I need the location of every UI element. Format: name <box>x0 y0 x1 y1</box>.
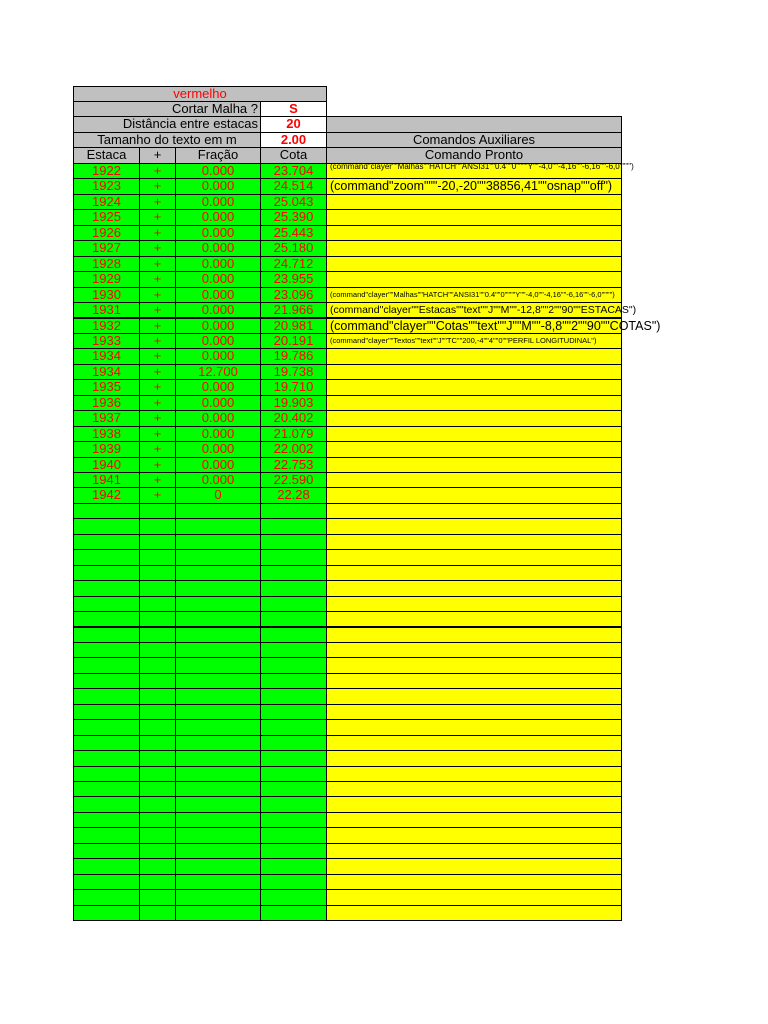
cell-fracao[interactable]: 0.000 <box>175 287 261 303</box>
cell-cota[interactable]: 25.443 <box>260 225 327 241</box>
cell-command[interactable] <box>326 611 622 627</box>
cell-command[interactable] <box>326 688 622 704</box>
cell-command[interactable] <box>326 256 622 272</box>
cell-estaca[interactable]: 1933 <box>73 333 140 349</box>
cell-estaca[interactable] <box>73 657 140 673</box>
cell-estaca[interactable]: 1925 <box>73 209 140 225</box>
cell-command[interactable] <box>326 457 622 473</box>
cell-fracao[interactable] <box>175 719 261 735</box>
cell-plus[interactable]: + <box>139 163 176 179</box>
cell-fracao[interactable] <box>175 766 261 782</box>
cell-plus[interactable] <box>139 688 176 704</box>
cell-fracao[interactable] <box>175 565 261 581</box>
cell-cota[interactable]: 21.966 <box>260 302 327 318</box>
cell-cota[interactable] <box>260 827 327 843</box>
cell-fracao[interactable] <box>175 657 261 673</box>
cell-command[interactable] <box>326 565 622 581</box>
cell-estaca[interactable] <box>73 627 140 643</box>
cell-command[interactable] <box>326 874 622 890</box>
cell-cota[interactable]: 25.180 <box>260 240 327 256</box>
cell-fracao[interactable] <box>175 596 261 612</box>
cell-command[interactable] <box>326 889 622 905</box>
cell-command[interactable] <box>326 487 622 503</box>
cell-plus[interactable]: + <box>139 426 176 442</box>
cell-command[interactable] <box>326 503 622 519</box>
cell-cota[interactable] <box>260 611 327 627</box>
cell-cota[interactable] <box>260 549 327 565</box>
cell-cota[interactable] <box>260 796 327 812</box>
cell-estaca[interactable]: 1940 <box>73 457 140 473</box>
cell-command[interactable] <box>326 812 622 828</box>
cell-cota[interactable]: 19.786 <box>260 348 327 364</box>
distancia-label: Distância entre estacas <box>73 116 261 133</box>
cell-fracao[interactable] <box>175 503 261 519</box>
cell-estaca[interactable]: 1937 <box>73 410 140 426</box>
cell-fracao[interactable]: 0.000 <box>175 457 261 473</box>
cell-command[interactable] <box>326 766 622 782</box>
cell-command[interactable] <box>326 441 622 457</box>
cell-estaca[interactable]: 1935 <box>73 379 140 395</box>
cell-cota[interactable]: 22.002 <box>260 441 327 457</box>
cell-estaca[interactable] <box>73 596 140 612</box>
cell-fracao[interactable] <box>175 534 261 550</box>
distancia-value[interactable]: 20 <box>260 116 327 133</box>
cell-fracao[interactable]: 0.000 <box>175 256 261 272</box>
cell-estaca[interactable]: 1942 <box>73 487 140 503</box>
cell-plus[interactable]: + <box>139 256 176 272</box>
cell-estaca[interactable]: 1930 <box>73 287 140 303</box>
cell-command[interactable]: (command"clayer""Malhas""HATCH""ANSI31""0.4""0""""Y""-4,0""-4,16""-6,16""-6,0"""") <box>326 163 622 179</box>
cell-fracao[interactable] <box>175 642 261 658</box>
cell-plus[interactable] <box>139 827 176 843</box>
cell-fracao[interactable]: 0.000 <box>175 302 261 318</box>
cell-cota[interactable] <box>260 688 327 704</box>
cell-estaca[interactable] <box>73 858 140 874</box>
cell-plus[interactable] <box>139 657 176 673</box>
cell-fracao[interactable] <box>175 796 261 812</box>
header-estaca: Estaca <box>73 147 140 164</box>
cell-cota[interactable] <box>260 534 327 550</box>
cell-plus[interactable]: + <box>139 209 176 225</box>
cortar-malha-label: Cortar Malha ? <box>73 101 261 117</box>
tamanho-value[interactable]: 2.00 <box>260 132 327 148</box>
cell-fracao[interactable]: 0 <box>175 487 261 503</box>
cell-plus[interactable]: + <box>139 318 176 334</box>
cell-plus[interactable]: + <box>139 472 176 488</box>
cell-fracao[interactable] <box>175 673 261 689</box>
cell-fracao[interactable]: 0.000 <box>175 410 261 426</box>
cell-estaca[interactable]: 1938 <box>73 426 140 442</box>
cell-fracao[interactable]: 0.000 <box>175 225 261 241</box>
cell-estaca[interactable] <box>73 704 140 720</box>
cell-command[interactable] <box>326 843 622 859</box>
cell-fracao[interactable] <box>175 781 261 797</box>
cell-plus[interactable]: + <box>139 240 176 256</box>
cell-estaca[interactable]: 1931 <box>73 302 140 318</box>
cell-estaca[interactable]: 1941 <box>73 472 140 488</box>
cell-plus[interactable] <box>139 735 176 751</box>
header-plus: + <box>139 147 176 164</box>
cell-command[interactable] <box>326 796 622 812</box>
cell-command[interactable] <box>326 704 622 720</box>
cell-command[interactable]: (command"clayer""Cotas""text""J""M""-8,8""2""90""COTAS") <box>326 318 622 334</box>
cell-cota[interactable] <box>260 503 327 519</box>
cell-plus[interactable] <box>139 843 176 859</box>
cell-command[interactable] <box>326 348 622 364</box>
cell-estaca[interactable]: 1927 <box>73 240 140 256</box>
cell-cota[interactable]: 19.738 <box>260 364 327 380</box>
cell-command[interactable] <box>326 364 622 380</box>
cell-command[interactable] <box>326 271 622 287</box>
cell-estaca[interactable] <box>73 688 140 704</box>
cell-estaca[interactable] <box>73 812 140 828</box>
cell-fracao[interactable] <box>175 812 261 828</box>
cell-plus[interactable] <box>139 905 176 921</box>
cell-plus[interactable] <box>139 673 176 689</box>
cell-cota[interactable] <box>260 704 327 720</box>
cell-command[interactable] <box>326 426 622 442</box>
header-cota: Cota <box>260 147 327 164</box>
cell-plus[interactable]: + <box>139 457 176 473</box>
cell-fracao[interactable] <box>175 750 261 766</box>
cell-command[interactable] <box>326 225 622 241</box>
cell-command[interactable] <box>326 240 622 256</box>
cell-plus[interactable]: + <box>139 410 176 426</box>
cell-estaca[interactable]: 1936 <box>73 395 140 411</box>
cell-estaca[interactable] <box>73 611 140 627</box>
cell-estaca[interactable]: 1934 <box>73 364 140 380</box>
cell-fracao[interactable]: 0.000 <box>175 426 261 442</box>
cell-command[interactable] <box>326 735 622 751</box>
cell-cota[interactable] <box>260 812 327 828</box>
cell-cota[interactable] <box>260 518 327 534</box>
cell-estaca[interactable] <box>73 781 140 797</box>
cell-fracao[interactable]: 0.000 <box>175 379 261 395</box>
cell-cota[interactable] <box>260 673 327 689</box>
cell-command[interactable] <box>326 395 622 411</box>
cell-cota[interactable]: 19.710 <box>260 379 327 395</box>
cell-fracao[interactable]: 0.000 <box>175 472 261 488</box>
cell-fracao[interactable] <box>175 905 261 921</box>
cell-plus[interactable]: + <box>139 271 176 287</box>
cell-fracao[interactable]: 0.000 <box>175 441 261 457</box>
cell-cota[interactable]: 25.390 <box>260 209 327 225</box>
cell-estaca[interactable] <box>73 766 140 782</box>
comandos-auxiliares-header: Comandos Auxiliares <box>326 132 622 148</box>
cell-plus[interactable] <box>139 750 176 766</box>
cell-plus[interactable] <box>139 781 176 797</box>
cell-fracao[interactable] <box>175 827 261 843</box>
cell-estaca[interactable]: 1928 <box>73 256 140 272</box>
cell-fracao[interactable] <box>175 580 261 596</box>
cell-command[interactable] <box>326 781 622 797</box>
cell-plus[interactable]: + <box>139 364 176 380</box>
cell-estaca[interactable] <box>73 889 140 905</box>
cell-command[interactable]: (command"clayer""Estacas""text""J""M""-12,8""2""90""ESTACAS") <box>326 302 622 318</box>
cell-plus[interactable] <box>139 534 176 550</box>
cell-estaca[interactable] <box>73 719 140 735</box>
cell-cota[interactable]: 20.191 <box>260 333 327 349</box>
aux-top-cell <box>326 116 622 133</box>
cell-plus[interactable] <box>139 627 176 643</box>
cell-cota[interactable]: 20.402 <box>260 410 327 426</box>
cell-command[interactable] <box>326 673 622 689</box>
cell-cota[interactable] <box>260 843 327 859</box>
cell-fracao[interactable]: 0.000 <box>175 348 261 364</box>
cell-estaca[interactable] <box>73 843 140 859</box>
cell-command[interactable] <box>326 410 622 426</box>
cell-fracao[interactable]: 0.000 <box>175 194 261 210</box>
cell-cota[interactable]: 19.903 <box>260 395 327 411</box>
cell-command[interactable] <box>326 209 622 225</box>
cell-plus[interactable]: + <box>139 395 176 411</box>
cell-cota[interactable]: 25.043 <box>260 194 327 210</box>
cell-cota[interactable]: 23.096 <box>260 287 327 303</box>
cell-command[interactable] <box>326 858 622 874</box>
cell-plus[interactable] <box>139 766 176 782</box>
cell-plus[interactable] <box>139 874 176 890</box>
cortar-malha-value[interactable]: S <box>260 101 327 117</box>
cell-estaca[interactable] <box>73 735 140 751</box>
cell-estaca[interactable] <box>73 503 140 519</box>
cell-fracao[interactable] <box>175 549 261 565</box>
cell-plus[interactable] <box>139 719 176 735</box>
cell-command[interactable] <box>326 379 622 395</box>
cell-estaca[interactable]: 1923 <box>73 178 140 194</box>
cell-fracao[interactable] <box>175 688 261 704</box>
cell-estaca[interactable]: 1932 <box>73 318 140 334</box>
cell-command[interactable]: (command"clayer""Malhas""HATCH""ANSI31""0.4""0""""Y""-4,0""-4,16""-6,16""-6,0"""") <box>326 287 622 303</box>
cell-plus[interactable] <box>139 611 176 627</box>
cell-command[interactable] <box>326 827 622 843</box>
cell-cota[interactable] <box>260 565 327 581</box>
cell-command[interactable] <box>326 905 622 921</box>
cell-fracao[interactable]: 12.700 <box>175 364 261 380</box>
cell-command[interactable] <box>326 194 622 210</box>
cell-estaca[interactable] <box>73 750 140 766</box>
cell-command[interactable] <box>326 596 622 612</box>
cell-cota[interactable] <box>260 781 327 797</box>
cell-command[interactable] <box>326 534 622 550</box>
cell-command[interactable] <box>326 642 622 658</box>
cell-cota[interactable]: 22.590 <box>260 472 327 488</box>
cell-command[interactable]: (command"zoom"""-20,-20""38856,41""osnap""off") <box>326 178 622 194</box>
cell-fracao[interactable]: 0.000 <box>175 271 261 287</box>
cell-plus[interactable] <box>139 565 176 581</box>
cell-estaca[interactable]: 1939 <box>73 441 140 457</box>
cell-command[interactable] <box>326 580 622 596</box>
cell-fracao[interactable]: 0.000 <box>175 163 261 179</box>
cell-cota[interactable] <box>260 657 327 673</box>
cell-cota[interactable] <box>260 642 327 658</box>
cell-cota[interactable]: 24.514 <box>260 178 327 194</box>
cell-estaca[interactable]: 1934 <box>73 348 140 364</box>
cell-estaca[interactable] <box>73 580 140 596</box>
cell-estaca[interactable]: 1926 <box>73 225 140 241</box>
cell-plus[interactable]: + <box>139 333 176 349</box>
cell-plus[interactable] <box>139 858 176 874</box>
cell-estaca[interactable] <box>73 534 140 550</box>
header-comando-pronto: Comando Pronto <box>326 147 622 164</box>
cell-plus[interactable]: + <box>139 441 176 457</box>
cell-fracao[interactable]: 0.000 <box>175 395 261 411</box>
cell-plus[interactable]: + <box>139 487 176 503</box>
cell-fracao[interactable] <box>175 627 261 643</box>
cell-fracao[interactable]: 0.000 <box>175 318 261 334</box>
cell-command[interactable] <box>326 750 622 766</box>
cell-command[interactable] <box>326 657 622 673</box>
cell-cota[interactable] <box>260 766 327 782</box>
cell-command[interactable] <box>326 472 622 488</box>
header-fracao: Fração <box>175 147 261 164</box>
cell-fracao[interactable] <box>175 889 261 905</box>
cell-estaca[interactable] <box>73 518 140 534</box>
cell-plus[interactable] <box>139 580 176 596</box>
cell-fracao[interactable]: 0.000 <box>175 240 261 256</box>
cell-fracao[interactable] <box>175 704 261 720</box>
cell-estaca[interactable] <box>73 874 140 890</box>
cell-fracao[interactable] <box>175 858 261 874</box>
cell-plus[interactable] <box>139 503 176 519</box>
cell-plus[interactable]: + <box>139 302 176 318</box>
cell-plus[interactable] <box>139 518 176 534</box>
cell-cota[interactable]: 22.28 <box>260 487 327 503</box>
cell-command[interactable] <box>326 719 622 735</box>
cell-cota[interactable]: 20.981 <box>260 318 327 334</box>
cell-cota[interactable] <box>260 596 327 612</box>
cell-cota[interactable] <box>260 889 327 905</box>
cell-cota[interactable]: 23.955 <box>260 271 327 287</box>
cell-plus[interactable]: + <box>139 194 176 210</box>
cell-estaca[interactable] <box>73 905 140 921</box>
cell-estaca[interactable]: 1924 <box>73 194 140 210</box>
cell-command[interactable] <box>326 627 622 643</box>
cell-plus[interactable] <box>139 704 176 720</box>
cell-fracao[interactable] <box>175 843 261 859</box>
cell-plus[interactable] <box>139 812 176 828</box>
color-name-cell[interactable]: vermelho <box>73 86 327 102</box>
cell-cota[interactable] <box>260 858 327 874</box>
cell-estaca[interactable] <box>73 565 140 581</box>
cell-fracao[interactable] <box>175 735 261 751</box>
cell-cota[interactable] <box>260 735 327 751</box>
cell-cota[interactable]: 22.753 <box>260 457 327 473</box>
cell-estaca[interactable]: 1922 <box>73 163 140 179</box>
cell-fracao[interactable]: 0.000 <box>175 333 261 349</box>
cell-cota[interactable] <box>260 874 327 890</box>
cell-cota[interactable] <box>260 905 327 921</box>
cell-plus[interactable]: + <box>139 348 176 364</box>
cell-fracao[interactable]: 0.000 <box>175 209 261 225</box>
cell-command[interactable] <box>326 549 622 565</box>
cell-plus[interactable] <box>139 642 176 658</box>
cell-plus[interactable] <box>139 596 176 612</box>
cell-estaca[interactable]: 1929 <box>73 271 140 287</box>
cell-plus[interactable] <box>139 549 176 565</box>
cell-command[interactable] <box>326 518 622 534</box>
cell-fracao[interactable]: 0.000 <box>175 178 261 194</box>
cell-plus[interactable]: + <box>139 379 176 395</box>
cell-plus[interactable] <box>139 796 176 812</box>
cell-estaca[interactable] <box>73 796 140 812</box>
cell-cota[interactable] <box>260 580 327 596</box>
cell-plus[interactable]: + <box>139 178 176 194</box>
cell-cota[interactable]: 21.079 <box>260 426 327 442</box>
cell-command[interactable]: (command"clayer""Textos""text""J""TC""200,-4""4""0""PERFIL LONGITUDINAL") <box>326 333 622 349</box>
cell-plus[interactable]: + <box>139 225 176 241</box>
cell-cota[interactable] <box>260 627 327 643</box>
cell-fracao[interactable] <box>175 874 261 890</box>
cell-plus[interactable]: + <box>139 287 176 303</box>
cell-estaca[interactable] <box>73 549 140 565</box>
cell-cota[interactable] <box>260 719 327 735</box>
cell-estaca[interactable] <box>73 642 140 658</box>
cell-cota[interactable]: 24.712 <box>260 256 327 272</box>
cell-fracao[interactable] <box>175 518 261 534</box>
cell-cota[interactable]: 23.704 <box>260 163 327 179</box>
tamanho-label: Tamanho do texto em m <box>73 132 261 148</box>
cell-cota[interactable] <box>260 750 327 766</box>
cell-estaca[interactable] <box>73 673 140 689</box>
cell-estaca[interactable] <box>73 827 140 843</box>
cell-plus[interactable] <box>139 889 176 905</box>
cell-fracao[interactable] <box>175 611 261 627</box>
